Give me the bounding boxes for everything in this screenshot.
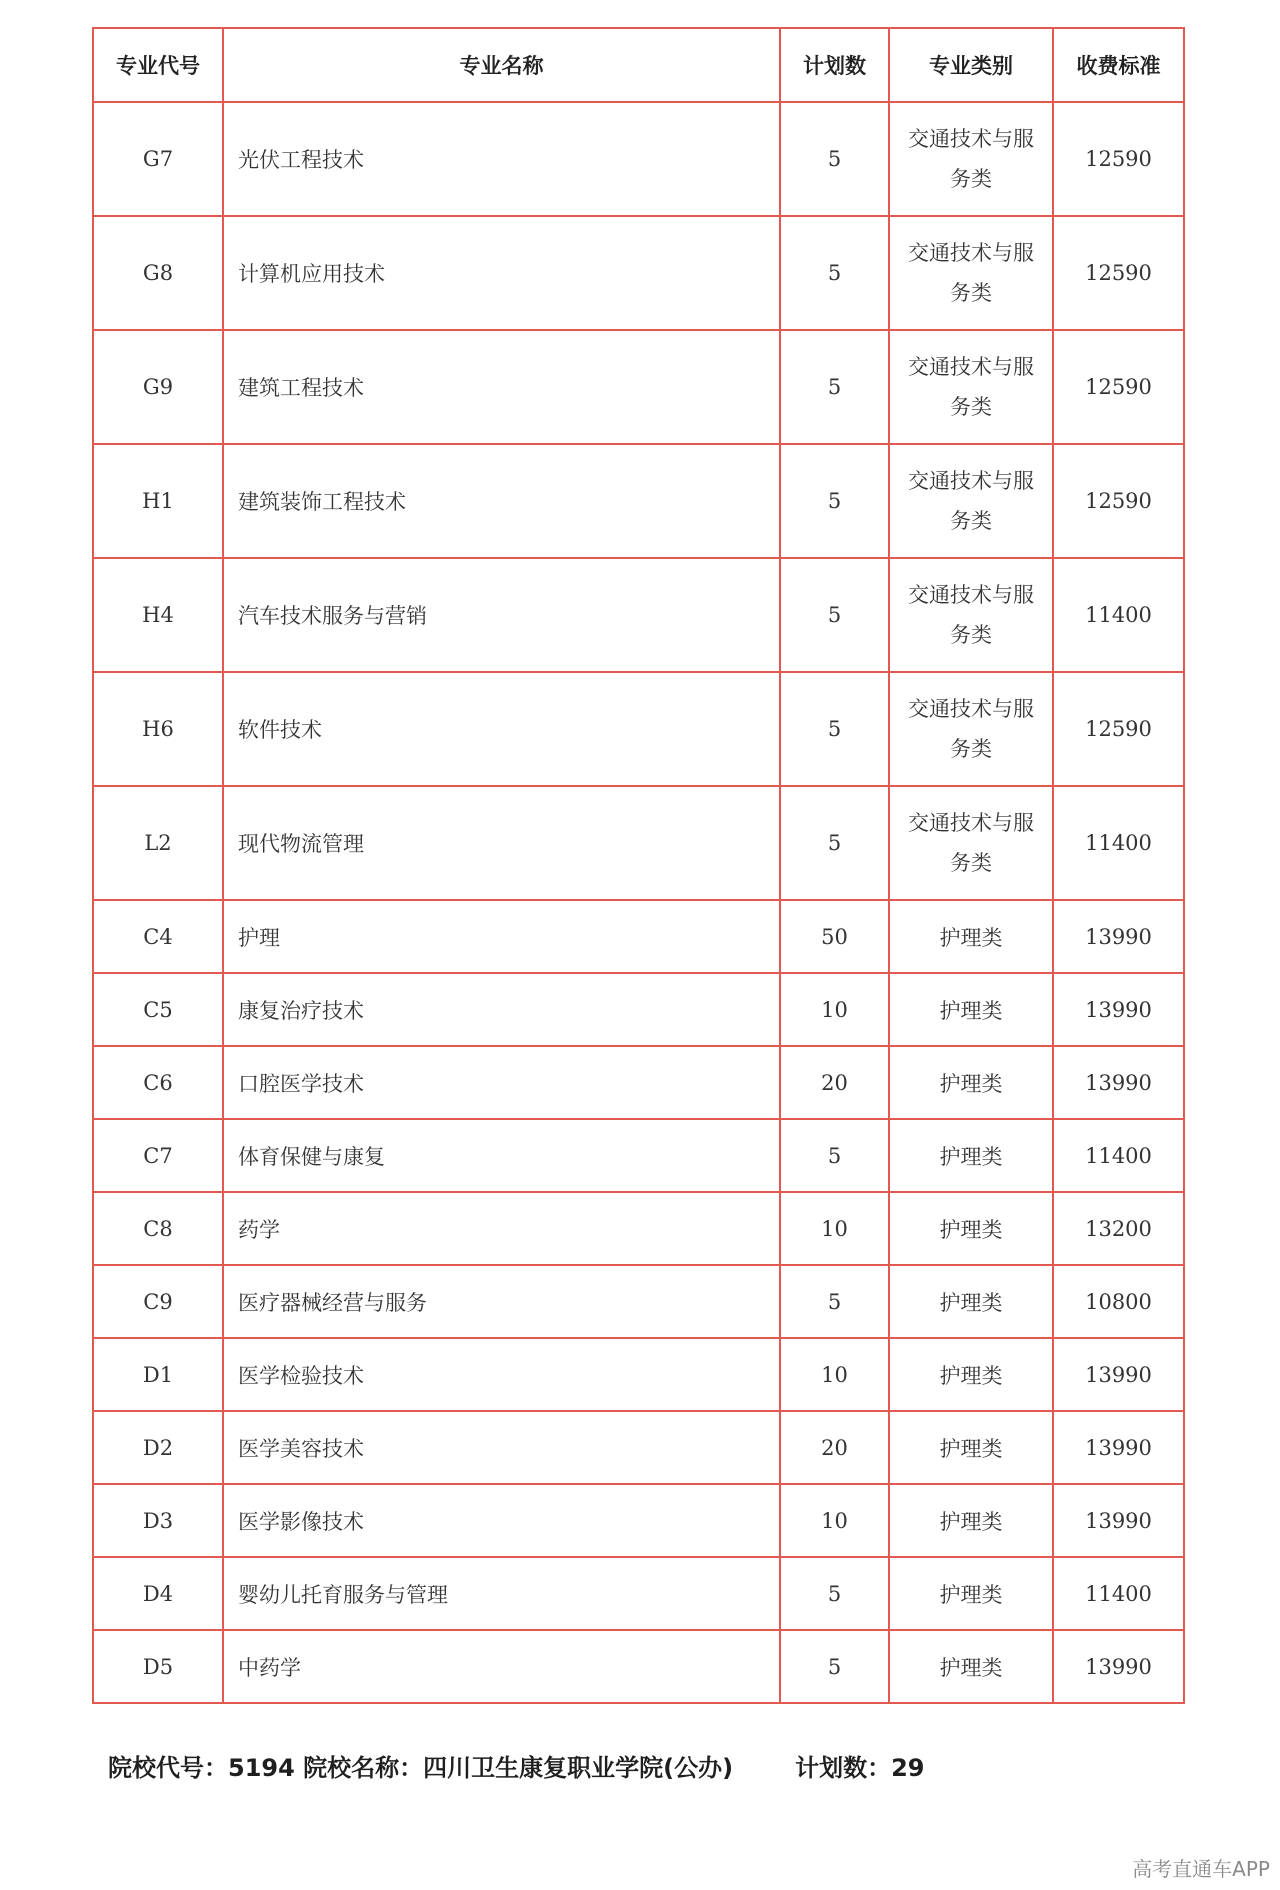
cell-category: [889, 786, 1053, 900]
cell-plan: 5: [780, 1265, 889, 1338]
cell-category: 护理类: [889, 1119, 1053, 1192]
majors-table: [92, 27, 1185, 1704]
cell-category: [889, 672, 1053, 786]
cell-category: 护理类: [889, 1192, 1053, 1265]
table-row: [93, 1046, 1184, 1119]
cell-code: C8: [93, 1192, 223, 1265]
header-fee: 收费标准: [1053, 28, 1184, 102]
cell-plan: 5: [780, 786, 889, 900]
cell-fee: 12590: [1053, 330, 1184, 444]
cell-category: 护理类: [889, 900, 1053, 973]
cell-plan: 5: [780, 1630, 889, 1703]
cell-category: 护理类: [889, 1630, 1053, 1703]
cell-name: 医疗器械经营与服务: [223, 1265, 780, 1338]
cell-name: 医学美容技术: [223, 1411, 780, 1484]
cell-name: 护理: [223, 900, 780, 973]
cell-plan: 5: [780, 672, 889, 786]
cell-code: D2: [93, 1411, 223, 1484]
cell-name: 药学: [223, 1192, 780, 1265]
cell-category: 护理类: [889, 1338, 1053, 1411]
category-text: 交通技术与服务类: [908, 241, 1034, 305]
category-text: 交通技术与服务类: [908, 811, 1034, 875]
cell-category: [889, 330, 1053, 444]
cell-name: 医学影像技术: [223, 1484, 780, 1557]
school-plan: 29: [891, 1754, 925, 1782]
cell-plan: 5: [780, 102, 889, 216]
table-row: [93, 1411, 1184, 1484]
cell-fee: 13200: [1053, 1192, 1184, 1265]
table-header-row: [93, 28, 1184, 102]
cell-code: H6: [93, 672, 223, 786]
cell-category: 护理类: [889, 1411, 1053, 1484]
cell-fee: 13990: [1053, 1630, 1184, 1703]
cell-category: [889, 558, 1053, 672]
table-row: [93, 1265, 1184, 1338]
category-text: 交通技术与服务类: [908, 697, 1034, 761]
cell-plan: 10: [780, 973, 889, 1046]
table-row: [93, 1192, 1184, 1265]
cell-fee: 11400: [1053, 558, 1184, 672]
category-text: 交通技术与服务类: [908, 127, 1034, 191]
cell-name: 软件技术: [223, 672, 780, 786]
cell-fee: 13990: [1053, 1484, 1184, 1557]
cell-plan: 5: [780, 1119, 889, 1192]
table-row: [93, 1119, 1184, 1192]
cell-code: G8: [93, 216, 223, 330]
cell-fee: 13990: [1053, 1338, 1184, 1411]
cell-code: G7: [93, 102, 223, 216]
cell-name: 汽车技术服务与营销: [223, 558, 780, 672]
cell-fee: 11400: [1053, 786, 1184, 900]
cell-code: D1: [93, 1338, 223, 1411]
cell-fee: 13990: [1053, 1411, 1184, 1484]
cell-code: H1: [93, 444, 223, 558]
header-plan: 计划数: [780, 28, 889, 102]
cell-category: 护理类: [889, 973, 1053, 1046]
cell-category: [889, 216, 1053, 330]
table-row: [93, 1484, 1184, 1557]
category-text: 交通技术与服务类: [908, 355, 1034, 419]
table-row: [93, 786, 1184, 900]
cell-plan: 10: [780, 1192, 889, 1265]
watermark-text: 高考直通车APP: [1132, 1857, 1270, 1881]
cell-code: D5: [93, 1630, 223, 1703]
cell-plan: 5: [780, 558, 889, 672]
majors-table-container: [92, 27, 1183, 1704]
header-category: 专业类别: [889, 28, 1053, 102]
school-code: 5194: [228, 1754, 295, 1782]
cell-fee: 12590: [1053, 102, 1184, 216]
cell-plan: 10: [780, 1484, 889, 1557]
table-row: [93, 1557, 1184, 1630]
school-info-line: [108, 1748, 925, 1783]
table-row: [93, 973, 1184, 1046]
cell-name: 计算机应用技术: [223, 216, 780, 330]
cell-category: 护理类: [889, 1557, 1053, 1630]
cell-code: D3: [93, 1484, 223, 1557]
school-plan-label: 计划数：: [795, 1754, 892, 1782]
cell-fee: 12590: [1053, 444, 1184, 558]
cell-fee: 10800: [1053, 1265, 1184, 1338]
cell-name: 建筑工程技术: [223, 330, 780, 444]
cell-fee: 13990: [1053, 973, 1184, 1046]
cell-category: [889, 102, 1053, 216]
cell-plan: 20: [780, 1046, 889, 1119]
school-code-label: 院校代号：: [108, 1754, 228, 1782]
cell-category: 护理类: [889, 1265, 1053, 1338]
header-code: 专业代号: [93, 28, 223, 102]
table-row: [93, 672, 1184, 786]
cell-code: L2: [93, 786, 223, 900]
category-text: 交通技术与服务类: [908, 469, 1034, 533]
cell-name: 现代物流管理: [223, 786, 780, 900]
cell-name: 医学检验技术: [223, 1338, 780, 1411]
cell-category: 护理类: [889, 1046, 1053, 1119]
cell-code: H4: [93, 558, 223, 672]
cell-plan: 5: [780, 216, 889, 330]
cell-fee: 13990: [1053, 1046, 1184, 1119]
table-row: [93, 330, 1184, 444]
cell-name: 口腔医学技术: [223, 1046, 780, 1119]
school-name-label: 院校名称：: [303, 1754, 424, 1782]
cell-plan: 5: [780, 444, 889, 558]
cell-fee: 13990: [1053, 900, 1184, 973]
cell-name: 光伏工程技术: [223, 102, 780, 216]
cell-plan: 10: [780, 1338, 889, 1411]
cell-name: 建筑装饰工程技术: [223, 444, 780, 558]
table-row: [93, 1338, 1184, 1411]
cell-plan: 50: [780, 900, 889, 973]
school-name: 四川卫生康复职业学院(公办): [423, 1754, 734, 1782]
cell-plan: 20: [780, 1411, 889, 1484]
cell-category: [889, 444, 1053, 558]
cell-name: 婴幼儿托育服务与管理: [223, 1557, 780, 1630]
cell-fee: 12590: [1053, 216, 1184, 330]
cell-code: C7: [93, 1119, 223, 1192]
table-row: [93, 216, 1184, 330]
cell-name: 体育保健与康复: [223, 1119, 780, 1192]
table-body: [93, 102, 1184, 1703]
category-text: 交通技术与服务类: [908, 583, 1034, 647]
cell-code: D4: [93, 1557, 223, 1630]
header-name: 专业名称: [223, 28, 780, 102]
cell-code: C9: [93, 1265, 223, 1338]
cell-name: 中药学: [223, 1630, 780, 1703]
cell-plan: 5: [780, 1557, 889, 1630]
cell-code: C4: [93, 900, 223, 973]
table-row: [93, 558, 1184, 672]
cell-name: 康复治疗技术: [223, 973, 780, 1046]
cell-fee: 12590: [1053, 672, 1184, 786]
cell-code: C6: [93, 1046, 223, 1119]
cell-code: C5: [93, 973, 223, 1046]
cell-category: 护理类: [889, 1484, 1053, 1557]
cell-fee: 11400: [1053, 1557, 1184, 1630]
table-row: [93, 102, 1184, 216]
cell-plan: 5: [780, 330, 889, 444]
cell-fee: 11400: [1053, 1119, 1184, 1192]
cell-code: G9: [93, 330, 223, 444]
table-row: [93, 444, 1184, 558]
table-row: [93, 900, 1184, 973]
table-row: [93, 1630, 1184, 1703]
